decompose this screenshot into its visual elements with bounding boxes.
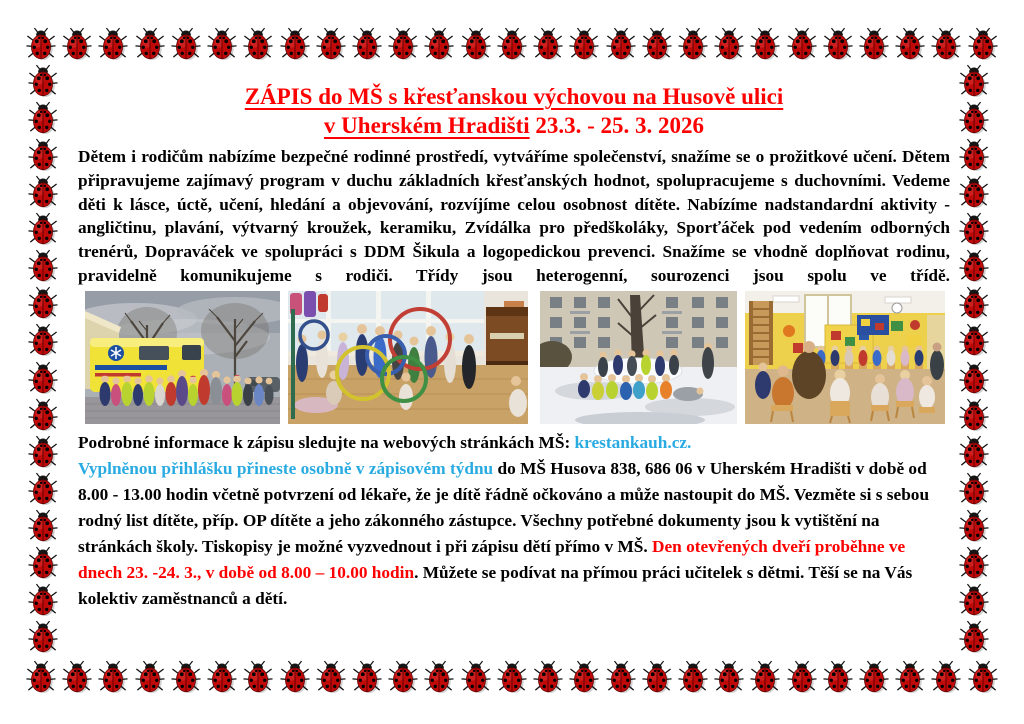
ladybug-icon: [959, 361, 989, 395]
ladybug-icon: [316, 660, 346, 694]
ladybug-icon: [959, 509, 989, 543]
info-details-paragraph: [78, 456, 950, 612]
ladybug-icon: [28, 583, 58, 617]
ladybug-icon: [787, 27, 817, 61]
photo-row: [78, 291, 950, 424]
ladybug-icon: [750, 27, 780, 61]
ladybug-icon: [569, 660, 599, 694]
ladybug-icon: [352, 27, 382, 61]
ladybug-icon: [678, 660, 708, 694]
ladybug-icon: [28, 101, 58, 135]
ladybug-icon: [424, 27, 454, 61]
ladybug-icon: [823, 27, 853, 61]
ladybug-icon: [352, 660, 382, 694]
children-with-ambulance-photo: [85, 291, 280, 424]
ladybug-icon: [959, 323, 989, 357]
title-line2: [78, 111, 950, 140]
children-classroom-circle-photo: [745, 291, 945, 424]
info-website-line: [78, 430, 950, 456]
ladybug-icon: [606, 660, 636, 694]
title-line2-place: v Uherském Hradišti: [323, 113, 530, 138]
ladybug-icon: [642, 27, 672, 61]
ladybug-icon: [895, 27, 925, 61]
ladybug-icon: [62, 27, 92, 61]
ladybug-icon: [135, 27, 165, 61]
ladybug-icon: [28, 286, 58, 320]
ladybug-icon: [171, 27, 201, 61]
ladybug-icon: [28, 509, 58, 543]
ladybug-icon: [424, 660, 454, 694]
ladybug-icon: [280, 27, 310, 61]
ladybug-icon: [98, 660, 128, 694]
info-application-highlight: Vyplněnou přihlášku přineste osobně v zápisovém týdnu: [78, 458, 494, 478]
ladybug-icon: [931, 27, 961, 61]
ladybug-icon: [28, 398, 58, 432]
intro-paragraph: Dětem i rodičům nabízíme bezpečné rodinné prostředí, vytváříme společenství, snažíme se o prožitkové učení. Dětem připravujeme zajímavý program v duchu základních křesťanských hodnot, spolupracujeme s duchovními. Vedeme děti k lásce, úctě, učení, hledání a objevování, rozvíjíme celou osobnost dítěte. Nabízíme nadstandardní aktivity - angličtinu, plavání, výtvarný kroužek, keramiku, Zvídálka pro předškoláky, Sporťáček pod vedením odborných trenérů, Dopraváček ve spolupráci s DDM Šikula a logopedickou prevenci. Snažíme se vhodně doplňovat rodinu, pravidelně komunikujeme s rodiči. Třídy jsou heterogenní, sourozenci jsou spolu ve třídě.: [78, 147, 950, 285]
ladybug-icon: [28, 175, 58, 209]
title-line2-dates: 23.3. - 25. 3. 2026: [529, 113, 705, 138]
ladybug-icon: [959, 435, 989, 469]
ladybug-icon: [959, 286, 989, 320]
ladybug-icon: [959, 583, 989, 617]
ladybug-icon: [497, 660, 527, 694]
flyer-title: [78, 82, 950, 140]
ladybug-icon: [968, 27, 998, 61]
ladybug-icon: [533, 27, 563, 61]
ladybug-icon: [959, 101, 989, 135]
ladybug-icon: [98, 27, 128, 61]
ladybug-icon: [207, 27, 237, 61]
ladybug-icon: [461, 660, 491, 694]
ladybug-icon: [714, 27, 744, 61]
ladybug-icon: [28, 323, 58, 357]
ladybug-border-top: [26, 27, 998, 61]
ladybug-border-right: [959, 64, 989, 654]
ladybug-icon: [28, 64, 58, 98]
ladybug-icon: [859, 660, 889, 694]
children-in-snow-photo: [540, 291, 737, 424]
title-line1: ZÁPIS do MŠ s křesťanskou výchovou na Husově ulici: [244, 84, 784, 109]
ladybug-icon: [859, 27, 889, 61]
ladybug-icon: [959, 249, 989, 283]
ladybug-icon: [243, 27, 273, 61]
info-closing-text: . Můžete se podívat na přímou práci učitelek s dětmi. Těší se na Vás kolektiv zaměstnanců a dětí.: [78, 562, 913, 608]
ladybug-icon: [461, 27, 491, 61]
info-details-text: do MŠ Husova 838, 686 06 v Uherském Hradišti v době od 8.00 - 13.00 hodin včetně potvrzení od lékaře, že je dítě řádně očkováno a může nastoupit do MŠ. Vezměte si s sebou rodný list dítěte, příp. OP dítěte a jeho zákonného zástupce. Všechny potřebné dokumenty jsou k vytištění na stránkách školy. Tiskopisy je možné vyzvednout i při zápisu dětí přímo v MŠ.: [78, 458, 930, 556]
ladybug-icon: [533, 660, 563, 694]
ladybug-icon: [959, 546, 989, 580]
ladybug-icon: [959, 64, 989, 98]
ladybug-icon: [26, 27, 56, 61]
ladybug-icon: [316, 27, 346, 61]
ladybug-icon: [62, 660, 92, 694]
ladybug-icon: [931, 660, 961, 694]
ladybug-border-left: [28, 64, 58, 654]
website-link[interactable]: krestankauh.cz.: [574, 432, 692, 452]
ladybug-icon: [959, 398, 989, 432]
ladybug-icon: [959, 175, 989, 209]
ladybug-icon: [959, 138, 989, 172]
ladybug-icon: [678, 27, 708, 61]
ladybug-icon: [569, 27, 599, 61]
ladybug-icon: [388, 660, 418, 694]
ladybug-icon: [28, 472, 58, 506]
ladybug-icon: [968, 660, 998, 694]
ladybug-icon: [28, 435, 58, 469]
ladybug-icon: [28, 138, 58, 172]
ladybug-icon: [243, 660, 273, 694]
ladybug-icon: [28, 212, 58, 246]
ladybug-icon: [787, 660, 817, 694]
ladybug-icon: [28, 620, 58, 654]
ladybug-icon: [959, 212, 989, 246]
ladybug-icon: [497, 27, 527, 61]
ladybug-icon: [388, 27, 418, 61]
ladybug-border-bottom: [26, 660, 998, 694]
ladybug-icon: [280, 660, 310, 694]
info-website-text: Podrobné informace k zápisu sledujte na webových stránkách MŠ:: [78, 432, 575, 452]
ladybug-icon: [26, 660, 56, 694]
children-hula-hoops-photo: [288, 291, 528, 424]
ladybug-icon: [135, 660, 165, 694]
info-block: [78, 430, 950, 612]
ladybug-icon: [959, 620, 989, 654]
ladybug-icon: [28, 361, 58, 395]
ladybug-icon: [714, 660, 744, 694]
ladybug-icon: [642, 660, 672, 694]
ladybug-icon: [895, 660, 925, 694]
ladybug-icon: [959, 472, 989, 506]
info-open-day-highlight: Den otevřených dveří proběhne ve dnech 23. -24. 3., v době od 8.00 – 10.00 hodin: [78, 536, 906, 582]
ladybug-icon: [28, 546, 58, 580]
ladybug-icon: [171, 660, 201, 694]
ladybug-icon: [207, 660, 237, 694]
flyer-content: [78, 82, 950, 612]
ladybug-icon: [750, 660, 780, 694]
ladybug-icon: [28, 249, 58, 283]
ladybug-icon: [606, 27, 636, 61]
ladybug-icon: [823, 660, 853, 694]
